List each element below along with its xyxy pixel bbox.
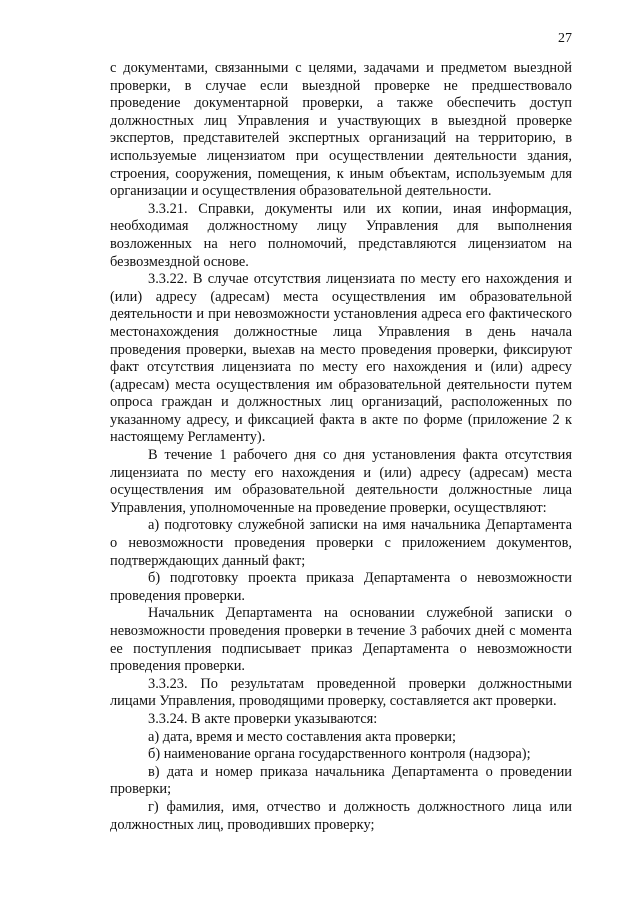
list-item-b-authority: б) наименование органа государственного контроля (надзора);: [148, 746, 531, 763]
document-body: [110, 60, 572, 834]
paragraph-within-1-day: В течение 1 рабочего дня со дня установления факта отсутствия лицензиата по месту его нахождения и (или) адресу (адресам) места осуществления им образовательной деятельности должностные лица Управления, уполномоченные на проведение проверки, осуществляют:: [110, 447, 572, 516]
paragraph-3-3-22: 3.3.22. В случае отсутствия лицензиата по месту его нахождения и (или) адресу (адресам) места осуществления им образовательной деятельности и при невозможности установления адреса его фактического местонахождения должностные лица Управления в день начала проведения проверки, выехав на место проведения проверки, фиксируют факт отсутствия лицензиата по месту его нахождения и (или) адресу (адресам) места осуществления им образовательной деятельности путем опроса граждан и должностных лиц организаций, расположенных по указанному адресу, и фиксацией факта в акте по форме (приложение 2 к настоящему Регламенту).: [110, 271, 572, 446]
list-item-a-date: а) дата, время и место составления акта проверки;: [148, 728, 456, 745]
list-item-b-order-draft: б) подготовку проекта приказа Департамента о невозможности проведения проверки.: [110, 570, 572, 604]
paragraph-3-3-23: 3.3.23. По результатам проведенной проверки должностными лицами Управления, проводящими проверку, составляется акт проверки.: [110, 675, 572, 710]
paragraph-continuation: с документами, связанными с целями, задачами и предметом выездной проверки, в случае если выездной проверке не предшествовало проведение документарной проверки, а также обеспечить доступ должностных лиц Управления и участвующих в выездной проверке экспертов, представителей экспертных организаций на территорию, в используемые лицензиатом при осуществлении деятельности здания, строения, сооружения, помещения, к иным объектам, используемым для организации и осуществления образовательной деятельности.: [110, 60, 572, 200]
list-item-v-order-number: в) дата и номер приказа начальника Департамента о проведении проверки;: [110, 763, 572, 798]
list-item-a-memo: а) подготовку служебной записки на имя начальника Департамента о невозможности проведения проверки с приложением документов, подтверждающих данный факт;: [110, 517, 572, 569]
paragraph-head-of-department: Начальник Департамента на основании служебной записки о невозможности проведения проверки в течение 3 рабочих дней с момента ее поступления подписывает приказ Департамента о невозможности проведения проверки.: [110, 605, 572, 675]
paragraph-3-3-21: 3.3.21. Справки, документы или их копии, иная информация, необходимая должностному лицу Управления для выполнения возложенных на него полномочий, представляются лицензиатом на безвозмездной основе.: [110, 200, 572, 270]
list-item-g-officials: г) фамилия, имя, отчество и должность должностного лица или должностных лиц, проводивших проверку;: [110, 798, 572, 833]
paragraph-3-3-24: 3.3.24. В акте проверки указываются:: [148, 710, 378, 727]
page-number: 27: [558, 31, 572, 46]
